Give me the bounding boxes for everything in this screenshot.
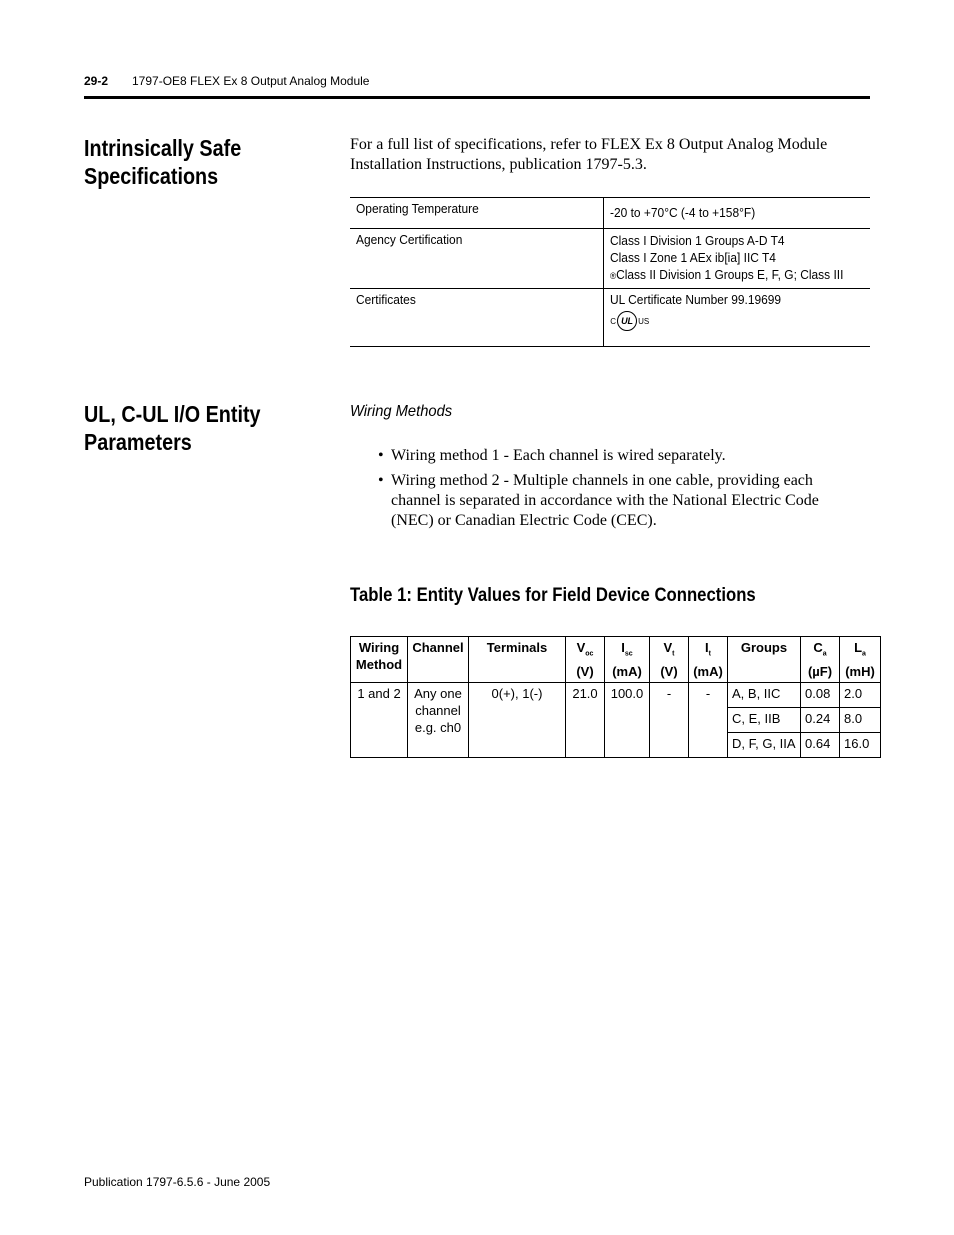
cell-group: D, F, G, IIA — [728, 732, 801, 757]
cell-ca: 0.24 — [801, 707, 840, 732]
cell-ca: 0.08 — [801, 682, 840, 707]
cell-group: A, B, IIC — [728, 682, 801, 707]
header-voc: $V_{oc}$ (V) — [566, 637, 605, 683]
cell-isc: 100.0 — [605, 682, 650, 757]
table-row — [350, 289, 870, 347]
page-number: 29-2 — [84, 74, 109, 88]
running-header-title: 1797-OE8 FLEX Ex 8 Output Analog Module — [132, 74, 370, 88]
cell-voc: 21.0 — [566, 682, 605, 757]
cell-channel: Any one channel e.g. ch0 — [408, 682, 469, 757]
footer-publication: Publication 1797-6.5.6 - June 2005 — [84, 1175, 271, 1189]
spec-label: Agency Certification — [350, 229, 604, 289]
intro-line: Installation Instructions, publication 1797-5.3. — [350, 156, 647, 173]
header-it: $I_t$ (mA) — [689, 637, 728, 683]
header-groups: Groups — [728, 637, 801, 683]
header-isc: $I_{sc}$ (mA) — [605, 637, 650, 683]
cell-ca: 0.64 — [801, 732, 840, 757]
list-item: • Wiring method 2 - Multiple channels in one cable, providing each channel is separated in accordance with the National Electric Code (NEC) or Canadian Electric Code (CEC). — [376, 471, 856, 531]
cell-wiring-method: 1 and 2 — [351, 682, 408, 757]
intro-paragraph — [350, 135, 870, 175]
table-row — [350, 229, 870, 289]
header-wiring-method: Wiring Method — [351, 637, 408, 683]
header-channel: Channel — [408, 637, 469, 683]
cell-it: - — [689, 682, 728, 757]
spec-value: -20 to +70°C (-4 to +158°F) — [610, 205, 756, 220]
heading-line: Specifications — [84, 163, 219, 189]
heading-line: UL, C-UL I/O Entity — [84, 401, 261, 427]
spec-label: Operating Temperature — [350, 198, 604, 229]
cell-group: C, E, IIB — [728, 707, 801, 732]
wiring-methods-list — [376, 446, 856, 536]
header-la: $L_a$ (mH) — [840, 637, 881, 683]
table-header-row — [351, 637, 881, 683]
header-vt: $V_t$ (V) — [650, 637, 689, 683]
cell-la: 2.0 — [840, 682, 881, 707]
header-rule — [84, 96, 870, 99]
spec-label: Certificates — [350, 289, 604, 347]
heading-line: Intrinsically Safe — [84, 135, 242, 161]
header-terminals: Terminals — [469, 637, 566, 683]
spec-value: Class I Division 1 Groups A-D T4 Class I Zone 1 AEx ib[ia] IIC T4 ®Class II Division 1 Groups E, F, G; Class III — [610, 233, 844, 282]
cell-la: 8.0 — [840, 707, 881, 732]
heading-line: Parameters — [84, 429, 192, 455]
section-heading-specs — [84, 134, 241, 190]
cell-la: 16.0 — [840, 732, 881, 757]
cell-vt: - — [650, 682, 689, 757]
table-row — [350, 198, 870, 229]
c-ul-us-mark-icon: C UL US — [610, 311, 649, 331]
spec-value: UL Certificate Number 99.19699 C UL US — [604, 289, 870, 347]
wiring-methods-subheading: Wiring Methods — [350, 403, 453, 420]
registered-icon: ® — [610, 271, 617, 281]
cell-terminals: 0(+), 1(-) — [469, 682, 566, 757]
entity-values-table — [350, 636, 881, 758]
table-title: Table 1: Entity Values for Field Device Connections — [350, 585, 756, 606]
header-ca: $C_a$ (µF) — [801, 637, 840, 683]
specifications-table — [350, 197, 870, 347]
intro-line: For a full list of specifications, refer to FLEX Ex 8 Output Analog Module — [350, 136, 828, 153]
section-heading-entity — [84, 400, 261, 456]
list-item: • Wiring method 1 - Each channel is wired separately. — [376, 446, 856, 466]
table-row — [351, 682, 881, 707]
